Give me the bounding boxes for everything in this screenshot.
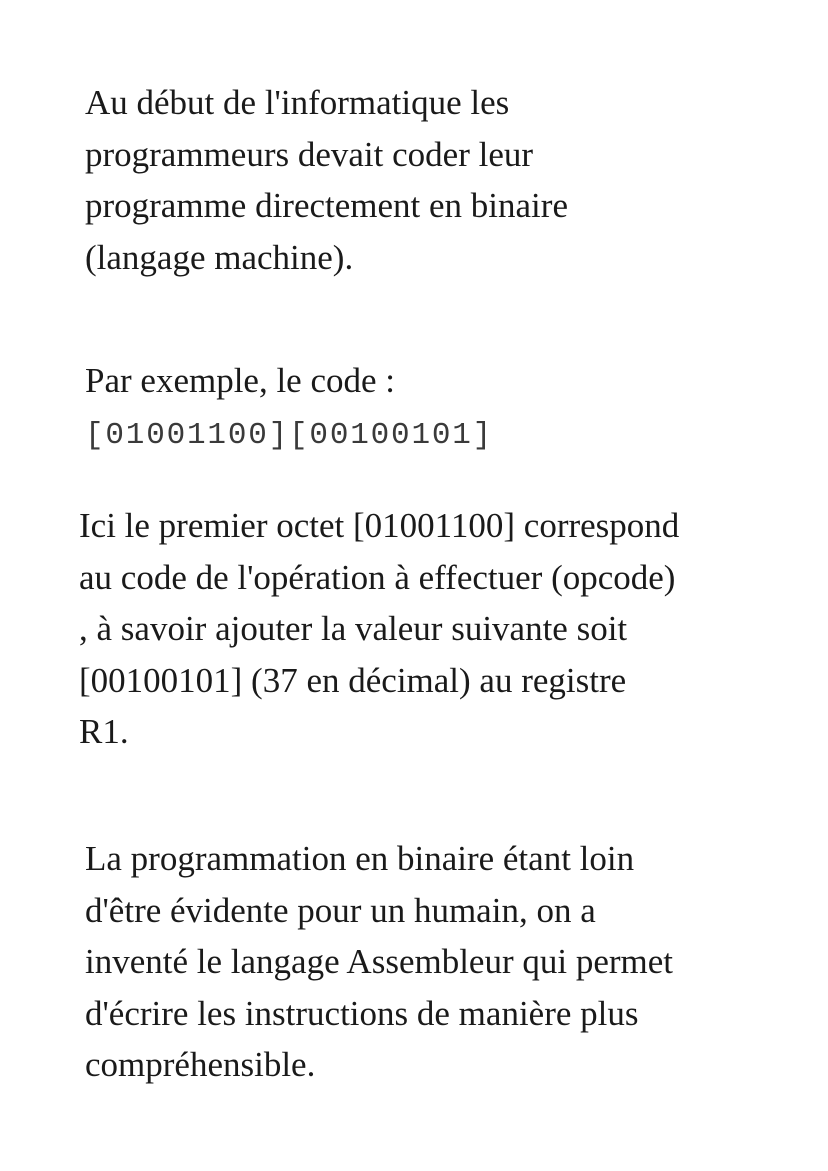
text-line: La programmation en binaire étant loin — [85, 839, 635, 878]
example-label — [85, 355, 395, 407]
text-line: inventé le langage Assembleur qui permet — [85, 942, 674, 981]
text-line: R1. — [79, 712, 129, 751]
explanation-paragraph — [79, 500, 679, 758]
binary-code: [01001100][00100101] — [85, 418, 494, 453]
text-line: Ici le premier octet [01001100] correspond — [79, 506, 680, 545]
text-line: programmeurs devait coder leur — [85, 134, 534, 174]
text-line: programme directement en binaire — [85, 186, 568, 225]
text-line: au code de l'opération à effectuer (opcode) — [79, 557, 676, 597]
text-line: (langage machine). — [85, 237, 354, 277]
assembler-paragraph — [85, 833, 673, 1091]
text-line: d'être évidente pour un humain, on a — [85, 890, 596, 930]
text-line: compréhensible. — [85, 1045, 316, 1084]
text-line: , à savoir ajouter la valeur suivante soit — [79, 609, 628, 648]
text-line: d'écrire les instructions de manière plus — [85, 993, 639, 1033]
text-line: Au début de l'informatique les — [85, 83, 510, 122]
intro-paragraph — [85, 77, 568, 283]
text-line: Par exemple, le code : — [85, 361, 396, 400]
text-line: [00100101] (37 en décimal) au registre — [79, 660, 627, 700]
